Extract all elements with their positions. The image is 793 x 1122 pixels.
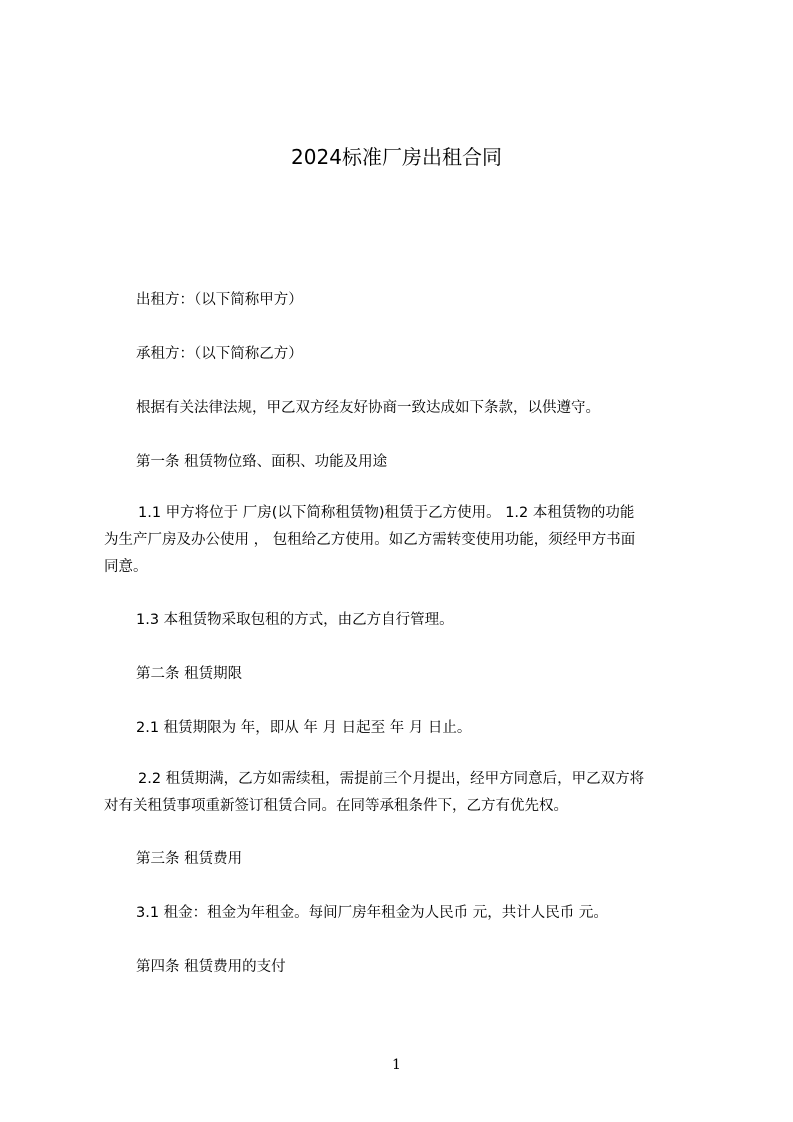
- page-number: 1: [392, 1057, 401, 1073]
- preamble-paragraph: 根据有关法律法规，甲乙双方经友好协商一致达成如下条款，以供遵守。: [136, 400, 600, 416]
- party-a-line: 出租方：（以下简称甲方）: [136, 292, 303, 308]
- clause-3-1: 3.1 租金：租金为年租金。每间厂房年租金为人民币 元，共计人民币 元。: [136, 905, 608, 921]
- clause-1-1-line-1: 1.1 甲方将位于 厂房(以下简称租赁物)租赁于乙方使用。 1.2 本租赁物的功能: [138, 505, 635, 521]
- clause-1-2-line-3: 同意。: [104, 559, 148, 575]
- article-4-heading: 第四条 租赁费用的支付: [136, 959, 286, 975]
- clause-2-1: 2.1 租赁期限为 年，即从 年 月 日起至 年 月 日止。: [136, 720, 472, 736]
- party-b-line: 承租方：（以下简称乙方）: [136, 346, 303, 362]
- clause-1-2-line-2: 为生产厂房及办公使用 ， 包租给乙方使用。如乙方需转变使用功能，须经甲方书面: [104, 532, 636, 548]
- clause-2-2-line-2: 对有关租赁事项重新签订租赁合同。在同等承租条件下，乙方有优先权。: [104, 798, 568, 814]
- clause-2-2-line-1: 2.2 租赁期满，乙方如需续租，需提前三个月提出，经甲方同意后，甲乙双方将: [138, 771, 645, 787]
- document-title: 2024标准厂房出租合同: [291, 145, 502, 169]
- clause-1-3: 1.3 本租赁物采取包租的方式，由乙方自行管理。: [136, 612, 454, 628]
- article-3-heading: 第三条 租赁费用: [136, 851, 243, 867]
- article-1-heading: 第一条 租赁物位臵、面积、功能及用途: [136, 454, 388, 470]
- article-2-heading: 第二条 租赁期限: [136, 666, 243, 682]
